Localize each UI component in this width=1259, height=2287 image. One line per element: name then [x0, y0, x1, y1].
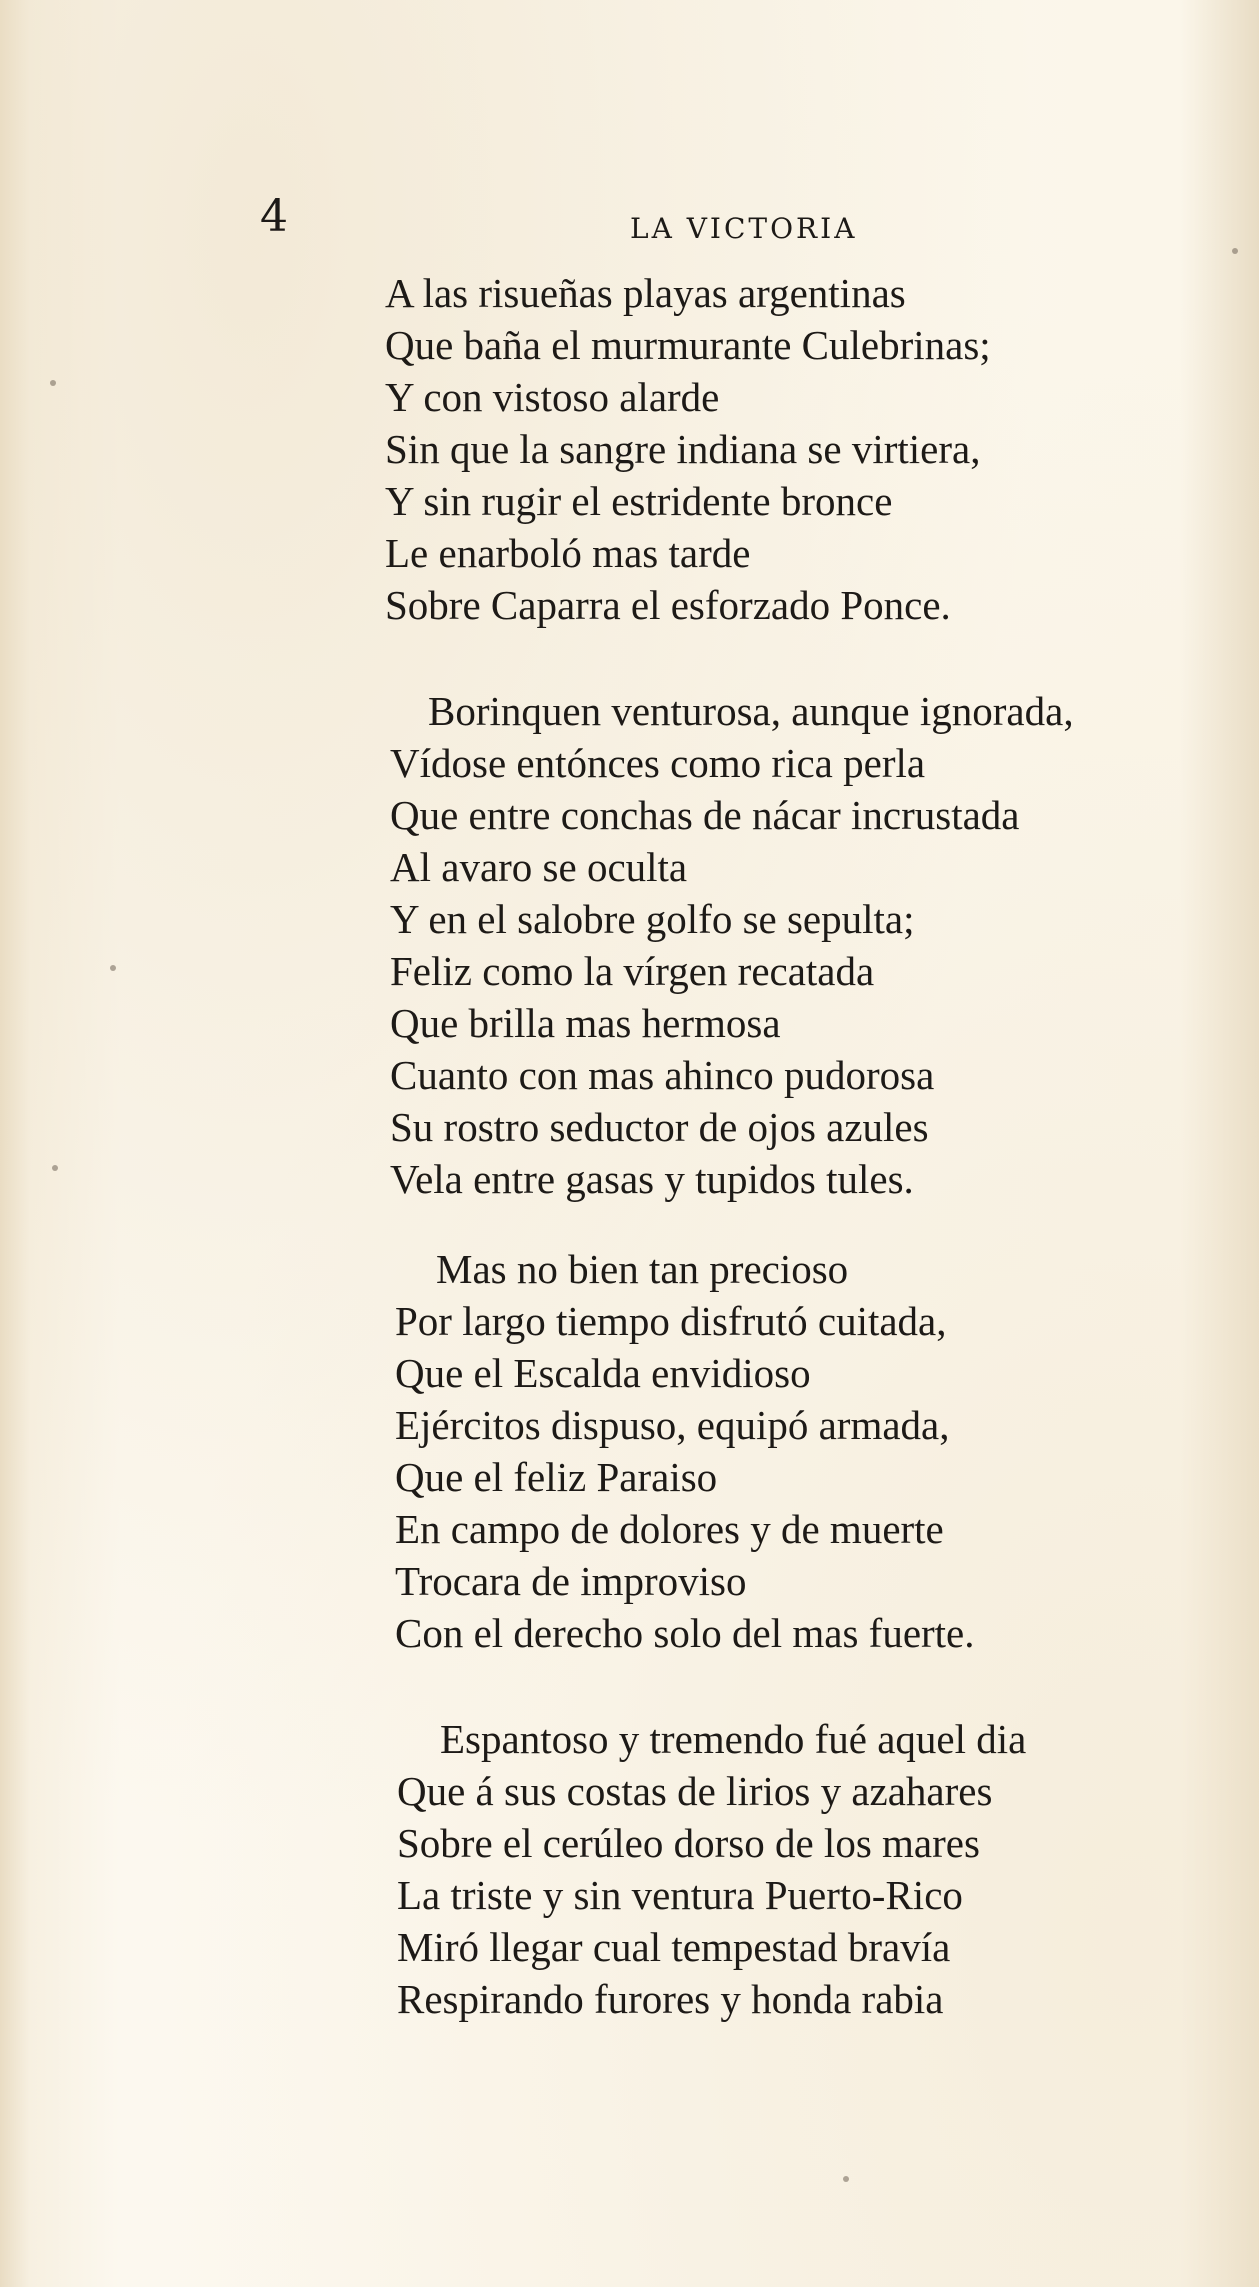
verse-line: Que brilla mas hermosa — [390, 1000, 781, 1046]
verse-line: Ejércitos dispuso, equipó armada, — [395, 1402, 950, 1448]
verse-line: La triste y sin ventura Puerto-Rico — [397, 1872, 963, 1918]
verse-line: Miró llegar cual tempestad bravía — [397, 1924, 951, 1970]
verse-line: Sobre Caparra el esforzado Ponce. — [385, 582, 951, 628]
verse-line: Que á sus costas de lirios y azahares — [397, 1768, 993, 1814]
verse-line: A las risueñas playas argentinas — [385, 270, 906, 316]
verse-line: Sobre el cerúleo dorso de los mares — [397, 1820, 980, 1866]
verse-line: Y con vistoso alarde — [385, 374, 720, 420]
verse-line: Borinquen venturosa, aunque ignorada, — [428, 688, 1074, 734]
verse-line: Que entre conchas de nácar incrustada — [390, 792, 1020, 838]
verse-line: En campo de dolores y de muerte — [395, 1506, 944, 1552]
verse-line: Su rostro seductor de ojos azules — [390, 1104, 929, 1150]
verse-line: Vela entre gasas y tupidos tules. — [390, 1156, 914, 1202]
verse-line: Que el feliz Paraiso — [395, 1454, 718, 1500]
paper-speck — [52, 1165, 58, 1171]
verse-line: Y en el salobre golfo se sepulta; — [390, 896, 915, 942]
paper-speck — [50, 380, 56, 386]
verse-line: Respirando furores y honda rabia — [397, 1976, 944, 2022]
paper-speck — [1232, 248, 1238, 254]
verse-line: Trocara de improviso — [395, 1558, 747, 1604]
verse-line: Por largo tiempo disfrutó cuitada, — [395, 1298, 947, 1344]
verse-line: Mas no bien tan precioso — [436, 1246, 849, 1292]
verse-line: Cuanto con mas ahinco pudorosa — [390, 1052, 935, 1098]
verse-line: Que baña el murmurante Culebrinas; — [385, 322, 991, 368]
running-title: LA VICTORIA — [630, 212, 858, 245]
verse-line: Con el derecho solo del mas fuerte. — [395, 1610, 975, 1656]
paper-speck — [110, 965, 116, 971]
verse-line: Feliz como la vírgen recatada — [390, 948, 875, 994]
verse-line: Le enarboló mas tarde — [385, 530, 751, 576]
verse-line: Vídose entónces como rica perla — [390, 740, 926, 786]
verse-line: Espantoso y tremendo fué aquel dia — [440, 1716, 1027, 1762]
paper-speck — [843, 2176, 849, 2182]
verse-line: Que el Escalda envidioso — [395, 1350, 811, 1396]
verse-line: Sin que la sangre indiana se virtiera, — [385, 426, 981, 472]
verse-line: Al avaro se oculta — [390, 844, 688, 890]
verse-line: Y sin rugir el estridente bronce — [385, 478, 893, 524]
page-number: 4 — [260, 191, 288, 242]
